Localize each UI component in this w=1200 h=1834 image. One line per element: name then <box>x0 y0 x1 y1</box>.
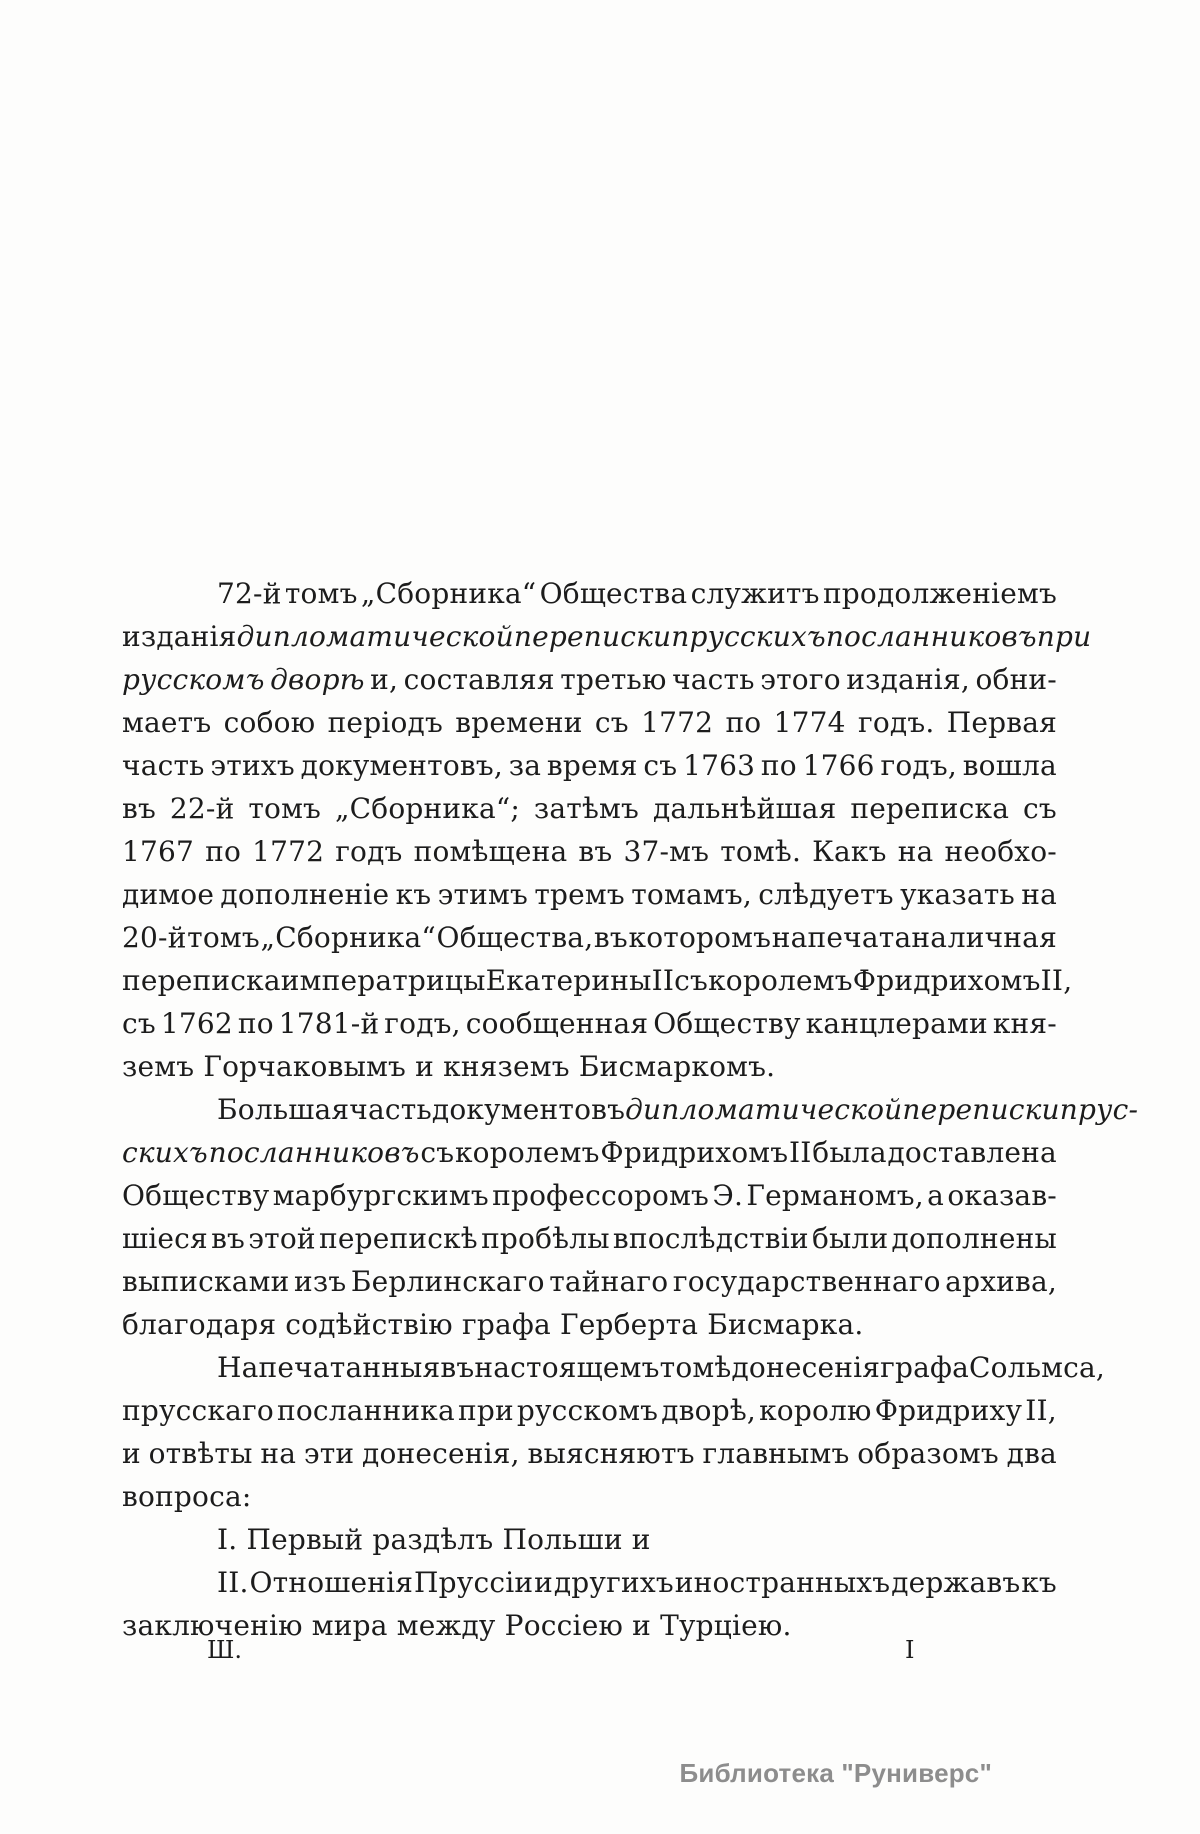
word: годъ. <box>857 706 935 739</box>
text-line <box>122 1561 1057 1604</box>
word: время <box>546 749 638 782</box>
word: русскомъ <box>122 663 265 696</box>
word: съ <box>122 1007 156 1040</box>
word: указать <box>900 878 1015 911</box>
word: годъ, <box>384 1007 461 1040</box>
word: документовъ <box>431 1093 626 1126</box>
word: слѣдуетъ <box>758 878 894 911</box>
word: выписками <box>122 1265 290 1298</box>
word: томъ <box>187 921 260 954</box>
word: 1762 <box>160 1007 233 1040</box>
text-line <box>122 1260 1057 1303</box>
word: дипломатической <box>625 1093 903 1126</box>
text-line <box>122 830 1057 873</box>
word: Сольмса, <box>969 1351 1105 1384</box>
page-footer <box>122 1634 1057 1666</box>
word: дворѣ <box>270 663 365 696</box>
word: посланника <box>277 1394 455 1427</box>
word: 1774 <box>773 706 846 739</box>
word: въ <box>211 1222 246 1255</box>
word: съ <box>643 749 678 782</box>
word: съ <box>420 1136 455 1169</box>
word: донесенія, <box>362 1437 520 1470</box>
word: 1781-й <box>278 1007 380 1040</box>
text-line <box>122 916 1057 959</box>
word: дальнѣйшая <box>652 792 837 825</box>
word: часть <box>122 749 205 782</box>
word: посланниковъ <box>208 1136 420 1169</box>
word: часть <box>349 1093 432 1126</box>
word: профессоромъ <box>492 1179 710 1212</box>
word: Общества <box>539 577 688 610</box>
word: переписки <box>902 1093 1060 1126</box>
word: II <box>789 1136 812 1169</box>
text-line <box>122 572 1057 615</box>
library-watermark: Библиотека "Руниверс" <box>679 1758 992 1788</box>
word: отвѣты <box>148 1437 253 1470</box>
word: 20-й <box>122 921 187 954</box>
word: этой <box>248 1222 316 1255</box>
word: къ <box>395 878 432 911</box>
word: Берлинскаго <box>350 1265 545 1298</box>
text-line <box>122 1475 1057 1518</box>
word: 1766 <box>802 749 875 782</box>
word: оказав- <box>947 1179 1057 1212</box>
word: Э. <box>712 1179 744 1212</box>
word: скихъ <box>122 1136 208 1169</box>
page-number: I <box>905 1636 915 1664</box>
word: часть <box>672 663 755 696</box>
word: 1763 <box>683 749 756 782</box>
word: документовъ, <box>300 749 503 782</box>
word: другихъ <box>553 1566 674 1599</box>
word: Обществу <box>122 1179 270 1212</box>
word: помѣщена <box>413 835 568 868</box>
word: томамъ, <box>631 878 752 911</box>
word: при <box>457 1394 514 1427</box>
word: за <box>508 749 542 782</box>
word: при <box>1036 620 1092 653</box>
word: посланниковъ <box>825 620 1037 653</box>
word: въ <box>593 921 628 954</box>
word: Какъ <box>812 835 887 868</box>
word: 37-мъ <box>623 835 710 868</box>
word: времени <box>455 706 583 739</box>
word: составляя <box>403 663 555 696</box>
word: затѣмъ <box>533 792 640 825</box>
word: Пруссіи <box>414 1566 534 1599</box>
word: съ <box>594 706 629 739</box>
word: доставлена <box>887 1136 1057 1169</box>
word: II. <box>217 1566 249 1599</box>
word: маетъ <box>122 706 212 739</box>
word: государственнаго <box>672 1265 941 1298</box>
word: напечатана <box>771 921 948 954</box>
word: главнымъ <box>702 1437 850 1470</box>
word: сообщенная <box>465 1007 649 1040</box>
text-line <box>122 1389 1057 1432</box>
text-line <box>122 1174 1057 1217</box>
word: томъ <box>248 792 322 825</box>
word: переписка <box>122 964 281 997</box>
word: въ <box>440 1351 475 1384</box>
word: русскомъ <box>516 1394 659 1427</box>
word: по <box>205 835 242 868</box>
text-segment: земъ Горчаковымъ и княземъ Бисмаркомъ. <box>122 1050 776 1083</box>
text-line <box>122 1346 1105 1389</box>
word: державъ <box>891 1566 1021 1599</box>
word: архива, <box>945 1265 1057 1298</box>
word: королемъ <box>454 1136 600 1169</box>
text-line <box>122 615 1092 658</box>
word: прус- <box>1059 1093 1139 1126</box>
word: королемъ <box>708 964 853 997</box>
word: Фридрихомъ <box>852 964 1041 997</box>
word: и <box>122 1437 141 1470</box>
text-line <box>122 1432 1057 1475</box>
word: 22-й <box>169 792 235 825</box>
text-line <box>122 787 1057 830</box>
text-line <box>122 1088 1139 1131</box>
word: выясняютъ <box>527 1437 695 1470</box>
text-line <box>122 1002 1057 1045</box>
text-line <box>122 658 1057 701</box>
word: дополнены <box>891 1222 1057 1255</box>
word: была <box>812 1136 887 1169</box>
word: по <box>760 749 797 782</box>
text-line <box>122 1518 1057 1561</box>
word: періодъ <box>327 706 443 739</box>
word: образомъ <box>857 1437 999 1470</box>
text-segment: вопроса: <box>122 1480 252 1513</box>
word: на <box>260 1437 297 1470</box>
word: этимъ <box>437 878 529 911</box>
text-segment: благодаря содѣйствію графа Герберта Бисмарка. <box>122 1308 864 1341</box>
word: обни- <box>975 663 1057 696</box>
word: впослѣдствіи <box>612 1222 809 1255</box>
word: вошла <box>962 749 1057 782</box>
word: пробѣлы <box>481 1222 610 1255</box>
word: шіеся <box>122 1222 208 1255</box>
word: тремъ <box>534 878 625 911</box>
word: прусскаго <box>122 1394 274 1427</box>
word: иностранныхъ <box>674 1566 891 1599</box>
word: а <box>927 1179 945 1212</box>
word: годъ <box>335 835 403 868</box>
word: тайнаго <box>549 1265 669 1298</box>
word: Германомъ, <box>746 1179 924 1212</box>
word: „Сборника“ <box>260 921 436 954</box>
word: перепискѣ <box>318 1222 478 1255</box>
word: Общества, <box>436 921 594 954</box>
word: изданія, <box>846 663 970 696</box>
word: продолженіемъ <box>822 577 1057 610</box>
word: необхо- <box>944 835 1057 868</box>
word: Первая <box>946 706 1057 739</box>
word: и <box>534 1566 553 1599</box>
word: съ <box>674 964 709 997</box>
word: 72-й <box>217 577 282 610</box>
word: въ <box>122 792 156 825</box>
signature-mark: Ш. <box>207 1636 243 1664</box>
word: графа <box>880 1351 970 1384</box>
word: прусскихъ <box>671 620 826 653</box>
word: донесенія <box>731 1351 881 1384</box>
text-line <box>122 744 1057 787</box>
word: по <box>725 706 762 739</box>
word: томѣ. <box>720 835 802 868</box>
word: переписка <box>850 792 1010 825</box>
word: Напечатанныя <box>217 1351 441 1384</box>
word: кня- <box>992 1007 1057 1040</box>
word: годъ, <box>880 749 957 782</box>
text-line <box>122 701 1057 744</box>
word: 1767 <box>122 835 195 868</box>
word: императрицы <box>280 964 486 997</box>
word: на <box>1021 878 1057 911</box>
word: два <box>1006 1437 1057 1470</box>
word: дворѣ, <box>661 1394 757 1427</box>
word: служитъ <box>690 577 820 610</box>
word: „Сборника“ <box>360 577 537 610</box>
text-segment: I. Первый раздѣлъ Польши и <box>217 1523 651 1556</box>
text-line <box>122 1045 1057 1088</box>
word: канцлерами <box>805 1007 988 1040</box>
word: марбургскимъ <box>272 1179 489 1212</box>
word: личная <box>947 921 1057 954</box>
word: томъ <box>284 577 358 610</box>
word: Екатерины <box>485 964 652 997</box>
text-line <box>122 873 1057 916</box>
word: третью <box>560 663 667 696</box>
word: II <box>651 964 675 997</box>
word: изданія <box>122 620 237 653</box>
text-line <box>122 1303 1057 1346</box>
text-block <box>122 572 1139 1647</box>
text-segment: заключенію мира между Россіею и Турціею. <box>122 1609 792 1642</box>
word: собою <box>223 706 316 739</box>
word: которомъ <box>628 921 772 954</box>
word: II, <box>1040 964 1073 997</box>
word: II, <box>1025 1394 1057 1427</box>
word: эти <box>303 1437 355 1470</box>
word: дипломатической <box>236 620 514 653</box>
word: Большая <box>217 1093 350 1126</box>
word: томѣ <box>659 1351 732 1384</box>
word: настоящемъ <box>474 1351 660 1384</box>
word: димое <box>122 878 215 911</box>
text-line <box>122 959 1073 1002</box>
text-line <box>122 1131 1057 1174</box>
word: 1772 <box>641 706 714 739</box>
word: и, <box>370 663 399 696</box>
word: королю <box>759 1394 872 1427</box>
word: Отношенія <box>249 1566 414 1599</box>
word: Фридриху <box>874 1394 1023 1427</box>
word: были <box>811 1222 889 1255</box>
word: изъ <box>294 1265 347 1298</box>
word: дополненіе <box>220 878 390 911</box>
word: на <box>897 835 934 868</box>
word: съ <box>1023 792 1057 825</box>
word: 1772 <box>252 835 325 868</box>
word: по <box>237 1007 274 1040</box>
word: этого <box>760 663 841 696</box>
word: переписки <box>513 620 672 653</box>
word: этихъ <box>210 749 295 782</box>
word: въ <box>578 835 613 868</box>
text-line <box>122 1217 1057 1260</box>
word: Фридрихомъ <box>600 1136 789 1169</box>
word: къ <box>1021 1566 1057 1599</box>
word: „Сборника“; <box>334 792 521 825</box>
word: Обществу <box>653 1007 801 1040</box>
